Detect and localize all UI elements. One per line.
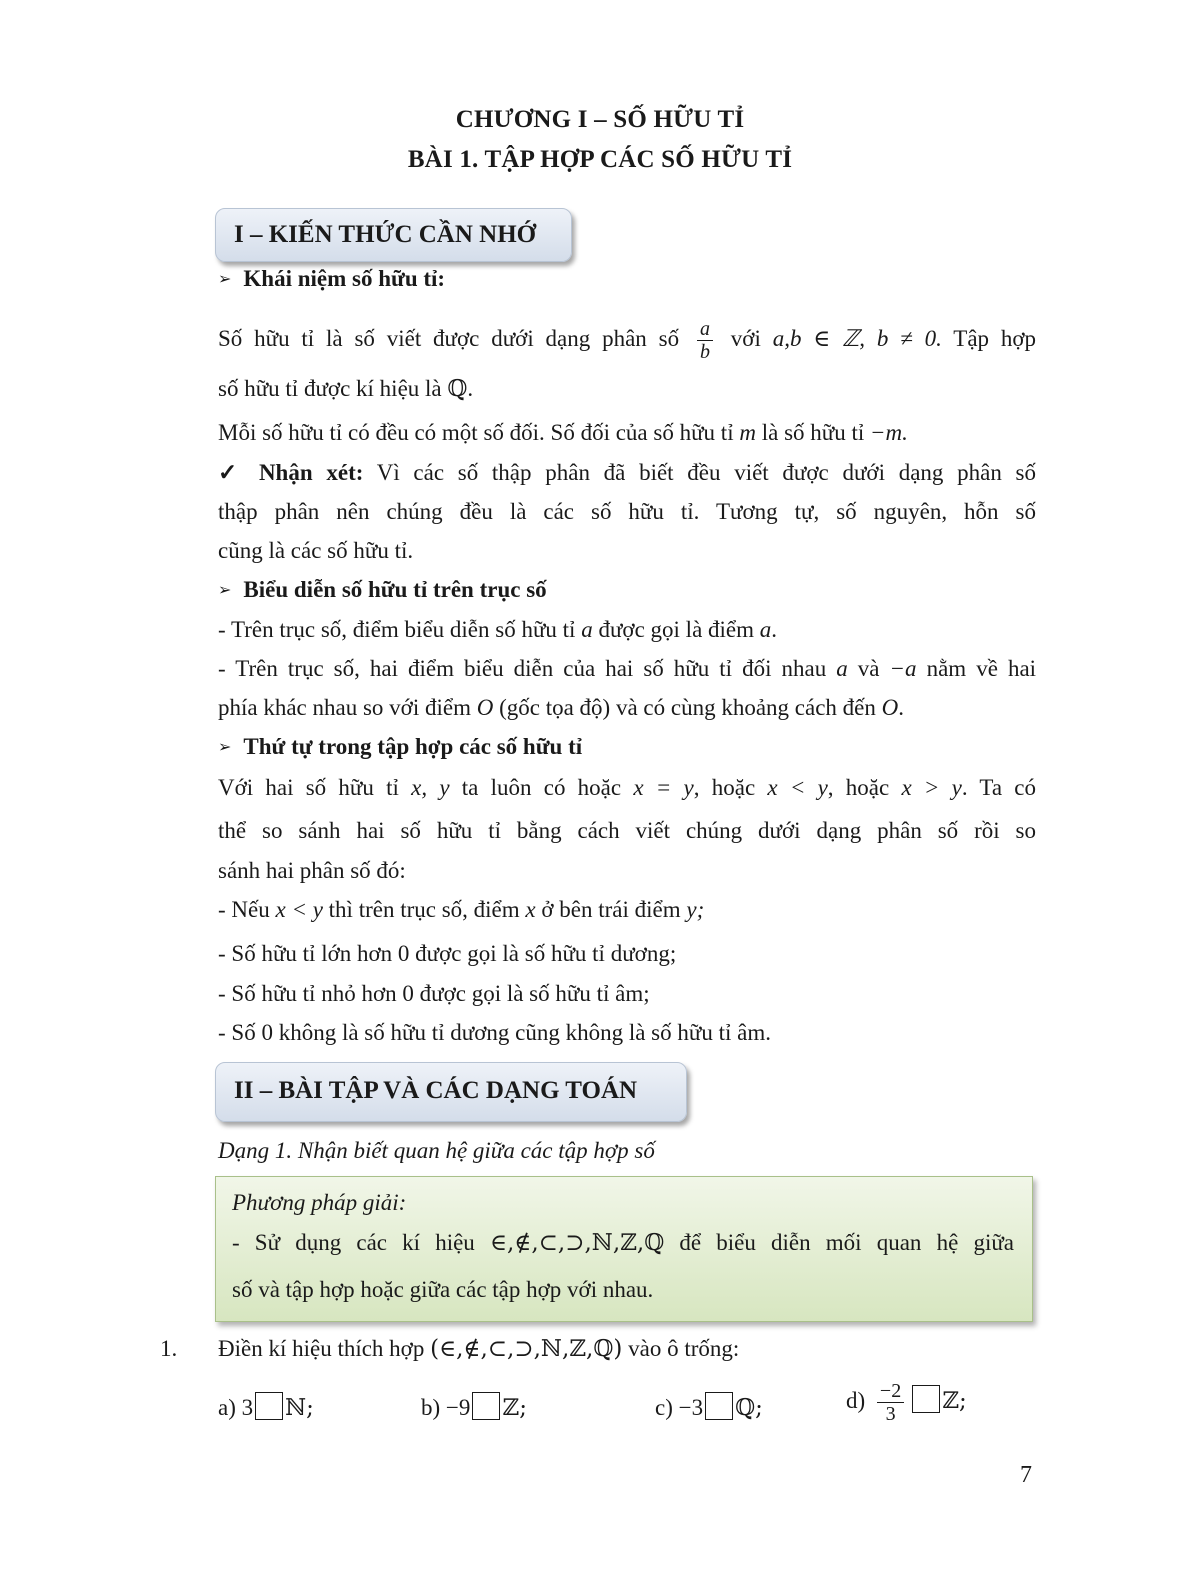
exercise-item-a bbox=[218, 1392, 314, 1421]
var-a: a bbox=[836, 656, 848, 681]
remark-text-1: Vì các số thập phân đã biết đều viết được dưới dạng phân số bbox=[376, 460, 1036, 485]
axis-line-1 bbox=[218, 617, 1036, 643]
definition-line-2 bbox=[218, 376, 1036, 402]
method-line-2: số và tập hợp hoặc giữa các tập hợp với nhau. bbox=[232, 1277, 654, 1302]
var-neg-a: −a bbox=[889, 656, 917, 681]
form-title: Dạng 1. Nhận biết quan hệ giữa các tập hợp số bbox=[218, 1138, 655, 1163]
rule-text-positive-b: được gọi là số hữu tỉ dương; bbox=[415, 941, 677, 966]
var-o: O bbox=[881, 695, 899, 720]
order-line-1 bbox=[218, 775, 1036, 801]
exercise-symbols: (∈,∉,⊂,⊃,ℕ,ℤ,ℚ) bbox=[430, 1336, 623, 1362]
rule-text-zero-a: - Số bbox=[218, 1020, 256, 1045]
order-line-2: thể so sánh hai số hữu tỉ bằng cách viết chúng dưới dạng phân số rồi so bbox=[218, 818, 1036, 843]
var-y: y; bbox=[686, 897, 705, 922]
axis-text-4: nằm về hai bbox=[926, 656, 1037, 681]
var-x: x bbox=[525, 897, 536, 922]
order-text-1: Với hai số hữu tỉ bbox=[218, 775, 399, 800]
section-heading-exercises: II – BÀI TẬP VÀ CÁC DẠNG TOÁN bbox=[215, 1062, 687, 1122]
arrow-bullet-icon: ➢ bbox=[218, 269, 232, 288]
number-zero: 0 bbox=[397, 941, 410, 966]
notation-period: . bbox=[467, 376, 474, 401]
definition-text: Số hữu tỉ là số viết được dưới dạng phân số bbox=[218, 325, 680, 351]
exercise-number: 1. bbox=[160, 1336, 178, 1361]
axis-period: . bbox=[771, 617, 778, 642]
chapter-title: CHƯƠNG I – SỐ HỮU TỈ bbox=[455, 106, 745, 133]
exercise-prompt bbox=[218, 1336, 1036, 1362]
var-xy: x, y bbox=[411, 775, 450, 800]
rule-text-if: - Nếu bbox=[218, 897, 270, 922]
definition-condition: a,b ∈ ℤ, b ≠ 0. bbox=[772, 325, 942, 351]
arrow-bullet-icon: ➢ bbox=[218, 580, 232, 599]
answer-box[interactable] bbox=[912, 1385, 940, 1413]
rule-line-2 bbox=[218, 941, 1036, 967]
item-set: ℤ; bbox=[502, 1395, 527, 1421]
axis-text-5: phía khác nhau so với điểm bbox=[218, 695, 471, 720]
item-left-value: −3 bbox=[678, 1395, 704, 1420]
rational-set-symbol: ℚ bbox=[447, 376, 468, 402]
definition-text-set: Tập hợp bbox=[953, 325, 1037, 351]
concept-heading-text: Khái niệm số hữu tỉ: bbox=[243, 266, 446, 291]
item-set: ℤ; bbox=[942, 1387, 967, 1414]
axis-line-3 bbox=[218, 695, 1036, 721]
order-text-2: ta luôn có hoặc bbox=[461, 775, 622, 800]
var-m: m bbox=[739, 420, 756, 445]
rule-line-3 bbox=[218, 981, 1036, 1007]
exercise-item-c bbox=[655, 1392, 763, 1421]
expr-x-gt-y: x > y bbox=[901, 775, 962, 800]
rule-text-zero-b: không là số hữu tỉ dương cũng không là số hữu tỉ âm. bbox=[278, 1020, 771, 1045]
method-symbols: ∈,∉,⊂,⊃,ℕ,ℤ,ℚ bbox=[489, 1230, 665, 1256]
item-set: ℚ; bbox=[735, 1395, 763, 1421]
axis-period: . bbox=[898, 695, 905, 720]
axis-text-3: - Trên trục số, hai điểm biểu diễn của hai số hữu tỉ đối nhau bbox=[218, 656, 827, 681]
item-label: b) bbox=[421, 1395, 441, 1420]
exercise-item-b bbox=[421, 1392, 527, 1421]
page-number: 7 bbox=[1020, 1462, 1032, 1488]
answer-box[interactable] bbox=[472, 1392, 500, 1420]
item-left-value: −9 bbox=[445, 1395, 471, 1420]
fraction-numerator: a bbox=[697, 318, 713, 341]
item-label: c) bbox=[655, 1395, 673, 1420]
exercise-prompt-text: Điền kí hiệu thích hợp bbox=[218, 1336, 425, 1361]
rule-text-negative-b: được gọi là số hữu tỉ âm; bbox=[419, 981, 650, 1006]
method-label: Phương pháp giải: bbox=[232, 1190, 407, 1215]
opposite-number-line bbox=[218, 420, 1036, 446]
axis-text-and: và bbox=[857, 656, 880, 681]
method-text-2: để biểu diễn mối quan hệ giữa bbox=[679, 1230, 1015, 1255]
order-text-3: . Ta có bbox=[961, 775, 1037, 800]
rule-text-negative-a: - Số hữu tỉ nhỏ hơn bbox=[218, 981, 397, 1006]
expr-x-lt-y: x < y bbox=[275, 897, 323, 922]
fraction-denominator: b bbox=[699, 341, 710, 363]
item-label: d) bbox=[846, 1387, 866, 1413]
item-set: ℕ; bbox=[285, 1395, 314, 1421]
method-line-1 bbox=[232, 1230, 1014, 1256]
rule-text-3: ở bên trái điểm bbox=[541, 897, 681, 922]
notation-text: số hữu tỉ được kí hiệu là bbox=[218, 376, 442, 401]
remark-line-1 bbox=[218, 460, 1036, 486]
rule-text-2: thì trên trục số, điểm bbox=[328, 897, 520, 922]
lesson-title: BÀI 1. TẬP HỢP CÁC SỐ HỮU TỈ bbox=[407, 146, 793, 173]
arrow-bullet-icon: ➢ bbox=[218, 737, 232, 756]
axis-heading-text: Biểu diễn số hữu tỉ trên trục số bbox=[243, 577, 547, 602]
opposite-text-2: là số hữu tỉ bbox=[761, 420, 865, 445]
expr-x-eq-y: x = y bbox=[633, 775, 694, 800]
exercise-item-d bbox=[846, 1380, 967, 1425]
var-o: O bbox=[476, 695, 494, 720]
axis-text-1: - Trên trục số, điểm biểu diễn số hữu tỉ bbox=[218, 617, 576, 642]
number-zero: 0 bbox=[261, 1020, 273, 1045]
remark-label: ✓ Nhận xét: bbox=[218, 460, 364, 485]
axis-text-6: (gốc tọa độ) và có cùng khoảng cách đến bbox=[499, 695, 876, 720]
concept-heading bbox=[218, 266, 1036, 292]
axis-heading bbox=[218, 577, 1036, 603]
var-neg-m: −m. bbox=[870, 420, 908, 445]
expr-x-lt-y: x < y bbox=[767, 775, 828, 800]
definition-line-1 bbox=[218, 318, 1036, 363]
var-a: a bbox=[759, 617, 772, 642]
definition-text-with: với bbox=[730, 325, 761, 351]
item-label: a) bbox=[218, 1395, 236, 1420]
order-heading bbox=[218, 734, 1036, 760]
item-left-value: 3 bbox=[241, 1395, 254, 1420]
order-text-or: , hoặc bbox=[693, 775, 756, 800]
rule-line-4 bbox=[218, 1020, 1036, 1046]
exercise-prompt-end: vào ô trống: bbox=[628, 1336, 740, 1361]
order-text-or: , hoặc bbox=[827, 775, 890, 800]
method-text-1: - Sử dụng các kí hiệu bbox=[232, 1230, 475, 1255]
order-line-3: sánh hai phân số đó: bbox=[218, 858, 406, 883]
rule-line-1 bbox=[218, 897, 1036, 923]
fraction-neg-2-over-3 bbox=[877, 1380, 904, 1425]
order-heading-text: Thứ tự trong tập hợp các số hữu tỉ bbox=[243, 734, 583, 759]
rule-text-positive-a: - Số hữu tỉ lớn hơn bbox=[218, 941, 393, 966]
remark-line-3: cũng là các số hữu tỉ. bbox=[218, 538, 414, 563]
number-zero: 0 bbox=[402, 981, 414, 1006]
answer-box[interactable] bbox=[705, 1392, 733, 1420]
fraction-numerator: −2 bbox=[877, 1380, 904, 1403]
axis-line-2 bbox=[218, 656, 1036, 682]
section-heading-knowledge: I – KIẾN THỨC CẦN NHỚ bbox=[215, 208, 572, 262]
fraction-a-over-b bbox=[697, 318, 713, 363]
var-a: a bbox=[581, 617, 593, 642]
answer-box[interactable] bbox=[255, 1392, 283, 1420]
remark-line-2: thập phân nên chúng đều là các số hữu tỉ. Tương tự, số nguyên, hỗn số bbox=[218, 499, 1036, 524]
fraction-denominator: 3 bbox=[885, 1403, 896, 1425]
axis-text-2: được gọi là điểm bbox=[598, 617, 755, 642]
opposite-text: Mỗi số hữu tỉ có đều có một số đối. Số đối của số hữu tỉ bbox=[218, 420, 734, 445]
